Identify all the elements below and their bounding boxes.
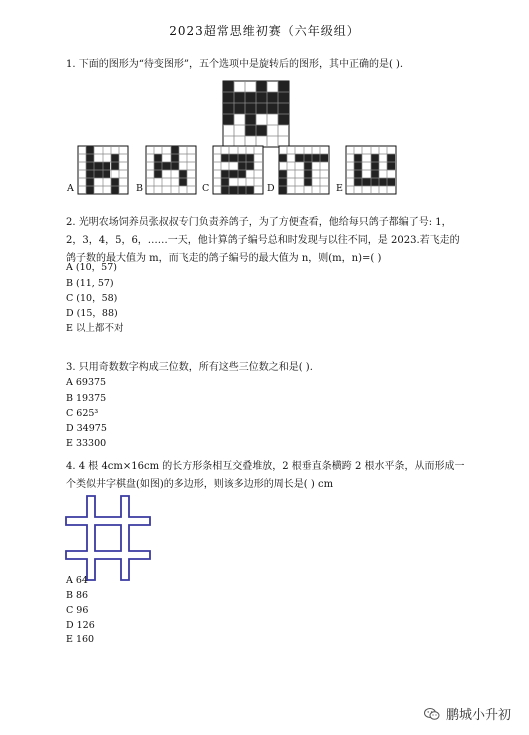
q2-option-d[interactable]: D (15，88) xyxy=(66,308,118,319)
q1-option-d-figure xyxy=(279,146,329,194)
q1-option-c-figure xyxy=(213,146,263,194)
question-3-text: 3. 只用奇数数字构成三位数，所有这些三位数之和是( ). xyxy=(66,362,313,373)
q4-option-c[interactable]: C 96 xyxy=(66,605,89,616)
q2-option-a[interactable]: A (10，57) xyxy=(66,262,117,273)
q4-option-a[interactable]: A 64 xyxy=(66,575,88,586)
q3-option-c[interactable]: C 625³ xyxy=(66,408,99,419)
page-title: 2023超常思维初赛（六年级组） xyxy=(169,24,360,38)
question-1-text: 1. 下面的图形为“待变图形”，五个选项中是旋转后的图形，其中正确的是( ). xyxy=(66,59,404,70)
q1-option-a-figure xyxy=(78,146,128,194)
watermark-text: 鹏城小升初 xyxy=(445,708,511,723)
q1-option-b-figure xyxy=(146,146,196,194)
watermark xyxy=(424,704,511,723)
q1-target-figure xyxy=(223,81,289,147)
wechat-icon xyxy=(424,707,440,721)
q1-option-e-label[interactable]: E xyxy=(336,183,343,194)
q1-option-a-label[interactable]: A xyxy=(67,183,74,194)
q3-option-a[interactable]: A 69375 xyxy=(66,377,107,388)
question-2-text: 2. 光明农场饲养员张叔叔专门负责养鸽子，为了方便查看，他给每只鸽子都编了号: 1，2，3，4，5，6，……一天，他计算鸽子编号总和时发现与以往不同，是 2023.若飞走的鸽子数的最大值为 m，而飞走的鸽子编号的最大值为 n，则(m，n)=( ) xyxy=(66,217,460,264)
q2-option-c[interactable]: C (10，58) xyxy=(66,293,118,304)
q3-option-b[interactable]: B 19375 xyxy=(66,393,107,404)
q4-option-b[interactable]: B 86 xyxy=(66,590,89,601)
q1-option-e-figure xyxy=(346,146,396,194)
q4-option-d[interactable]: D 126 xyxy=(66,620,95,631)
q1-option-b-label[interactable]: B xyxy=(136,183,143,194)
q4-option-e[interactable]: E 160 xyxy=(66,634,95,645)
q3-option-d[interactable]: D 34975 xyxy=(66,423,107,434)
q3-option-e[interactable]: E 33300 xyxy=(66,438,107,449)
q2-option-e[interactable]: E 以上都不对 xyxy=(66,323,124,334)
q1-option-d-label[interactable]: D xyxy=(267,183,275,194)
q1-option-c-label[interactable]: C xyxy=(202,183,210,194)
q2-option-b[interactable]: B (11, 57) xyxy=(66,278,114,289)
question-4-text: 4. 4 根 4cm×16cm 的长方形条相互交叠堆放，2 根垂直条横跨 2 根水平条，从而形成一个类似井字棋盘(如图)的多边形，则该多边形的周长是( ) cm xyxy=(66,461,465,490)
q4-tictactoe-polygon xyxy=(66,496,150,580)
